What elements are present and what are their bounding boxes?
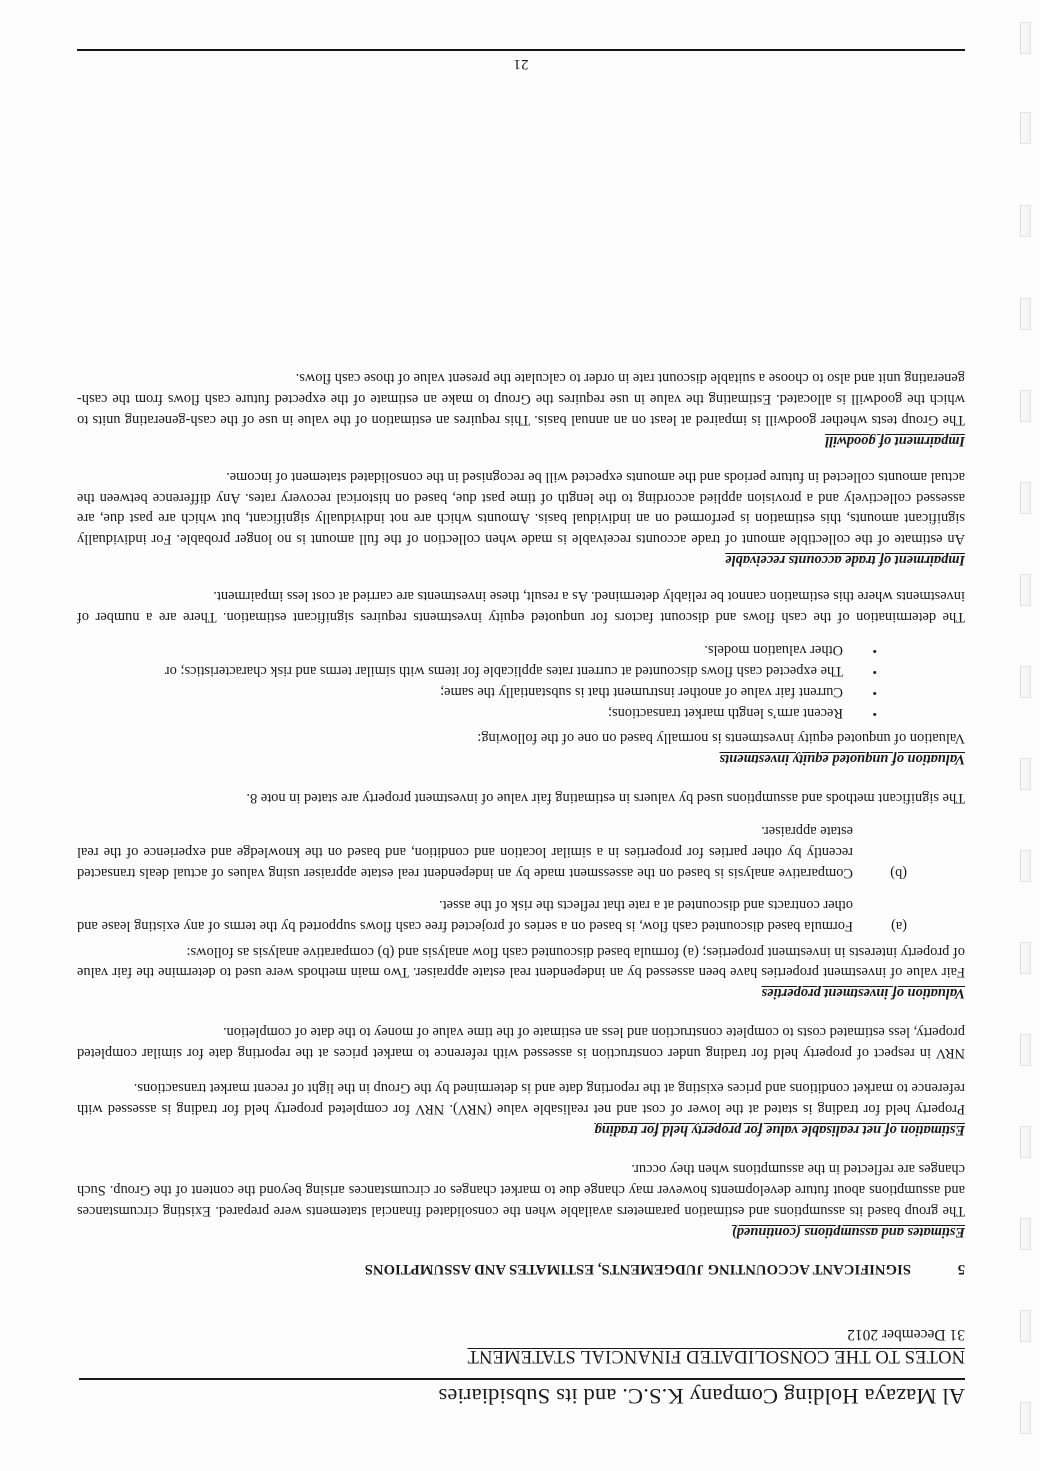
unquoted-equity-lead-in: Valuation of unquoted equity investments is normally based on one of the following: — [477, 730, 965, 747]
investment-properties-paragraph-1: Fair value of investment properties have been assessed by an independent real estate appraiser. Two main methods were used to determine the fair value of property interests in investment properties; (a) formula based discounted cash flow analysis and (b) comparative analysis as follows: — [77, 943, 965, 981]
footer-divider — [77, 49, 965, 51]
page-content — [77, 353, 965, 1409]
unquoted-equity-bullet-list — [77, 639, 965, 723]
document-title: NOTES TO THE CONSOLIDATED FINANCIAL STATEMENT — [467, 1346, 965, 1367]
header-divider — [79, 1378, 965, 1380]
page-number: 21 — [513, 56, 529, 72]
nrv-paragraph-2: NRV in respect of property held for trading under construction is assessed with reference to market prices at the reporting date for similar completed property, less estimated costs to complete construction and less an estimate of the time value of money to the date of completion. — [77, 1024, 965, 1062]
list-item-text: Other valuation models. — [704, 641, 843, 658]
bullet-icon: • — [872, 685, 877, 701]
list-item — [77, 820, 965, 883]
estimates-intro-paragraph: The group based its assumptions and estimation parameters available when the consolidated financial statements were prepared. Existing circumstances and assumptions about future developments however may change due to market changes or circumstances arising beyond the content of the Group. Such changes are reflected in the assumptions when they occur. — [77, 1160, 965, 1219]
subsection-heading-investment-properties: Valuation of investment properties — [761, 985, 965, 1002]
list-item — [77, 660, 965, 681]
list-item-marker: (b) — [890, 864, 907, 881]
trade-receivable-paragraph: An estimate of the collectible amount of trade accounts receivable is made when collection of the full amount is no longer probable. For individually significant amounts, this estimation is performed on an individual basis. Amounts which are not individually significant, but which are past due, are assessed collectively and a provision applied according to the length of time past due, based on historical recovery rates. Any difference between the actual amounts collected in future periods and the amounts expected will be recognised in the consolidated statement of income. — [77, 468, 965, 548]
bullet-icon: • — [872, 664, 877, 680]
list-item-text: The expected cash flows discounted at current rates applicable for items with similar terms and risk characteristics; or — [164, 662, 843, 679]
list-item — [77, 639, 965, 660]
unquoted-equity-paragraph: The determination of the cash flows and discount factors for unquoted equity investments requires significant estimation. There are a number of investments where this estimation cannot be reliably determined. As a result, these investments are carried at cost less impairment. — [77, 588, 965, 626]
section-heading — [77, 1260, 965, 1277]
investment-properties-paragraph-2: The significant methods and assumptions used by valuers in estimating fair value of investment property are stated in note 8. — [246, 790, 965, 807]
bullet-icon: • — [872, 643, 877, 659]
goodwill-paragraph: The Group tests whether goodwill is impaired at least on an annual basis. This requires an estimation of the value in use of the cash-generating units to which the goodwill is allocated. Estimating the value in use requires the Group to make an estimate of the expected future cash flows from the cash-generating unit and also to choose a suitable discount rate in order to calculate the present value of those cash flows. — [77, 370, 965, 428]
list-item — [77, 702, 965, 723]
subsection-heading-unquoted-equity: Valuation of unquoted equity investments — [719, 751, 965, 768]
section-heading-text: SIGNIFICANT ACCOUNTING JUDGEMENTS, ESTIMATES AND ASSUMPTIONS — [364, 1260, 911, 1277]
list-item — [77, 894, 965, 936]
section-number: 5 — [957, 1260, 965, 1277]
company-name: Al Mazaya Holding Company K.S.C. and its Subsidiaries — [438, 1384, 965, 1409]
document-date: 31 December 2012 — [847, 1325, 965, 1343]
subsection-heading-estimates: Estimates and assumptions (continued) — [731, 1223, 965, 1240]
subsection-heading-trade-receivable: Impairment of trade accounts receivable — [725, 552, 965, 569]
subsection-heading-nrv: Estimation of net realisable value for property held for trading — [594, 1121, 965, 1138]
valuation-methods-list — [77, 820, 965, 935]
page-footer — [77, 49, 965, 71]
subsection-heading-goodwill: Impairment of goodwill — [825, 432, 965, 449]
list-item-text: Current fair value of another instrument that is substantially the same; — [440, 683, 843, 700]
bullet-icon: • — [872, 706, 877, 722]
list-item-marker: (a) — [891, 917, 907, 934]
list-item — [77, 681, 965, 702]
nrv-paragraph-1: Property held for trading is stated at the lower of cost and net realisable value (NRV). NRV for completed property held for trading is assessed with reference to market conditions and prices existing at the reporting date and is determined by the Group in the light of recent market transactions. — [77, 1080, 965, 1117]
list-item-text: Recent arm’s length market transactions; — [608, 704, 843, 721]
list-item-text: Formula based discounted cash flow, is based on a series of projected free cash flows supported by the terms of any existing lease and other contracts and discounted at a rate that reflects the risk of the asset. — [77, 896, 853, 934]
list-item-text: Comparative analysis is based on the assessment made by an independent real estate appraiser using values of actual deals transacted recently by other parties for properties in a similar location and condition, and based on the knowledge and experience of the real estate appraiser. — [77, 823, 853, 881]
